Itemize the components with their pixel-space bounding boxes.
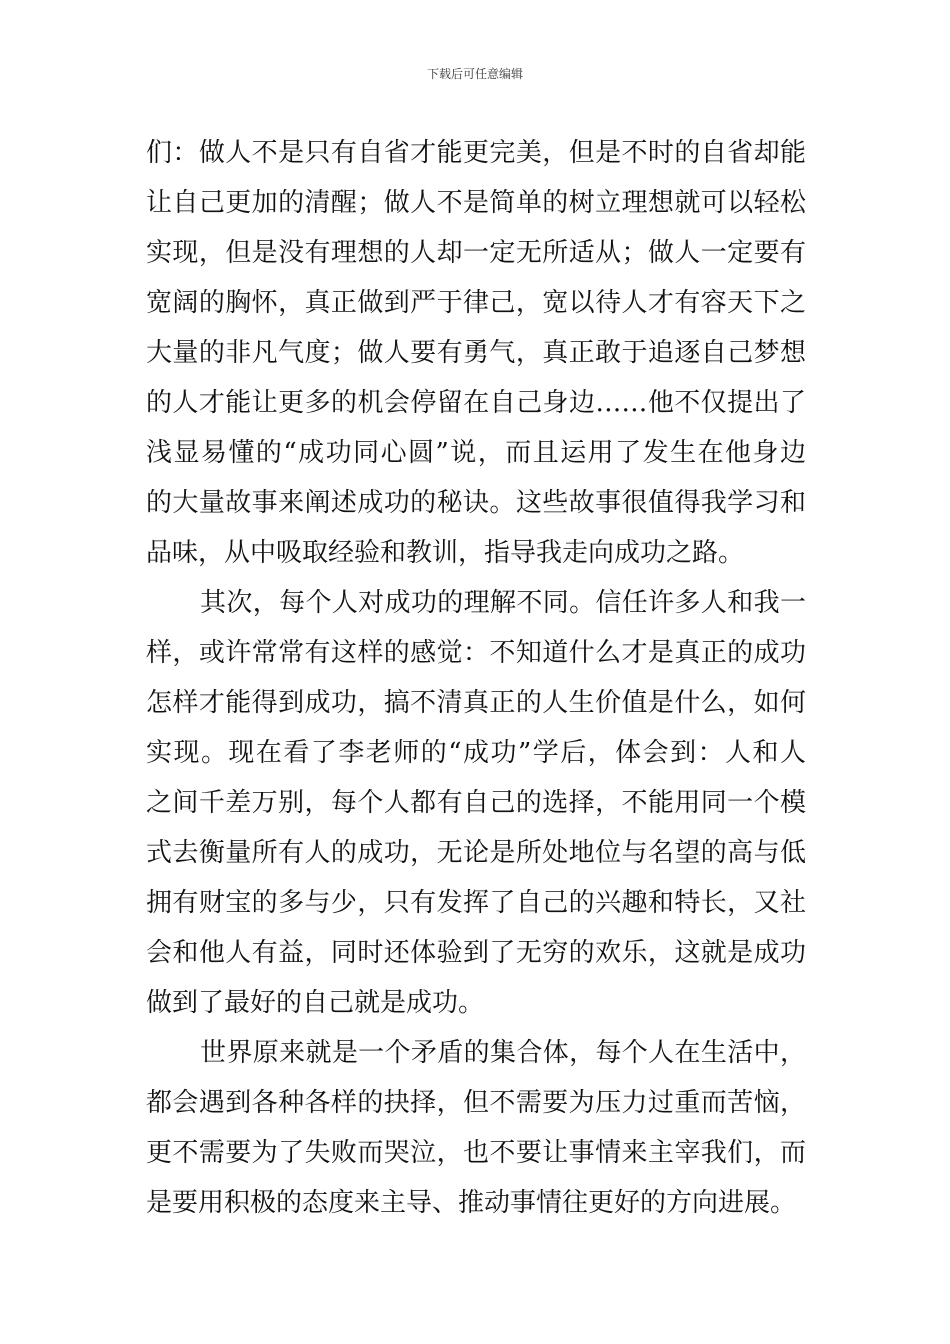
text-line: 更不需要为了失败而哭泣，也不要让事情来主宰我们，而: [146, 1138, 806, 1168]
text-line: 宽阔的胸怀，真正做到严于律己，宽以待人才有容天下之: [146, 288, 806, 318]
text-line: 实现，但是没有理想的人却一定无所适从；做人一定要有: [146, 238, 806, 268]
text-line: 实现。现在看了李老师的“成功”学后，体会到：人和人: [146, 738, 806, 768]
text-line: 拥有财宝的多与少，只有发挥了自己的兴趣和特长，又社: [146, 888, 806, 918]
text-line: 怎样才能得到成功，搞不清真正的人生价值是什么，如何: [146, 688, 806, 718]
text-line: 浅显易懂的“成功同心圆”说，而且运用了发生在他身边: [146, 438, 806, 468]
text-line: 样，或许常常有这样的感觉：不知道什么才是真正的成功: [146, 638, 806, 668]
paragraph-start-line: 世界原来就是一个矛盾的集合体，每个人在生活中，: [200, 1038, 806, 1068]
text-line: 式去衡量所有人的成功，无论是所处地位与名望的高与低: [146, 838, 806, 868]
text-line: 们：做人不是只有自省才能更完美，但是不时的自省却能: [146, 138, 806, 168]
text-line: 的大量故事来阐述成功的秘诀。这些故事很值得我学习和: [146, 488, 806, 518]
text-line: 的人才能让更多的机会停留在自己身边……他不仅提出了: [146, 388, 806, 418]
text-line: 品味，从中吸取经验和教训，指导我走向成功之路。: [146, 538, 745, 568]
text-line: 都会遇到各种各样的抉择，但不需要为压力过重而苦恼，: [146, 1088, 806, 1118]
page-header: 下载后可任意编辑: [426, 67, 523, 81]
text-line: 会和他人有益，同时还体验到了无穷的欢乐，这就是成功: [146, 938, 806, 968]
text-line: 大量的非凡气度；做人要有勇气，真正敢于追逐自己梦想: [146, 338, 806, 368]
document-body: [146, 128, 806, 1228]
text-line: 之间千差万别，每个人都有自己的选择，不能用同一个模: [146, 788, 806, 818]
paragraph-start-line: 其次，每个人对成功的理解不同。信任许多人和我一: [200, 588, 806, 618]
text-line: 让自己更加的清醒；做人不是简单的树立理想就可以轻松: [146, 188, 806, 218]
text-line: 做到了最好的自己就是成功。: [146, 988, 485, 1018]
text-line: 是要用积极的态度来主导、推动事情往更好的方向进展。: [146, 1188, 797, 1218]
